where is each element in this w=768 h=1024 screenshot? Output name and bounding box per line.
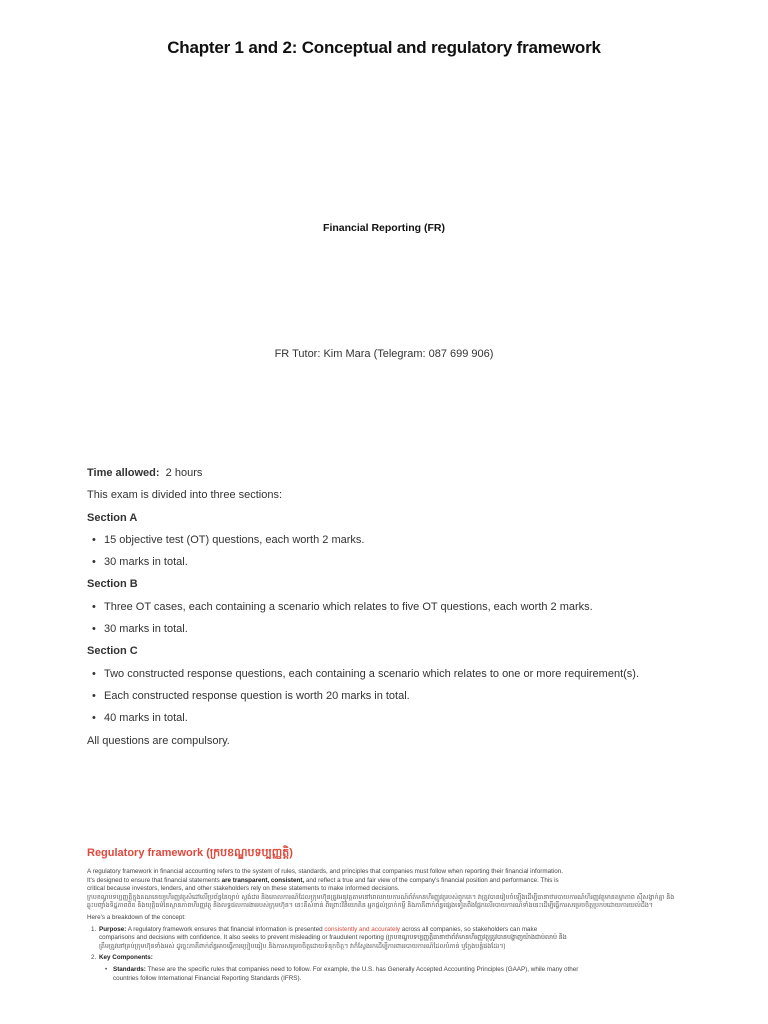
list-item [87,622,707,644]
list-number: 1. [91,925,97,933]
paragraph-line: ត្រឹមត្រូវនៅគ្រប់ក្រុមហ៊ុនទាំងអស់ ដូច្នេះភាគីពាក់ព័ន្ធអាចធ្វើការប្រៀបធៀប និងការសម្រេចចិត្តដោយទំនុកចិត្ត។ វាក៏ស្វែងរកដើម្បីការពាររបាយការណ៍ដែលបំភាន់ ឬក្លែងបន្លំផងដែរ។) [99,942,506,950]
purpose-label: Purpose: [99,925,127,933]
list-item-text: 15 objective test (OT) questions, each worth 2 marks. [104,533,365,546]
standards-label: Standards: [113,965,146,973]
page-title: Chapter 1 and 2: Conceptual and regulatory framework [167,38,601,57]
bullet-icon: • [92,600,96,613]
section-b-heading: Section B [87,578,138,591]
time-allowed-value: 2 hours [165,467,203,479]
highlight-text: consistently and accurately [324,925,401,933]
list-item-text: 30 marks in total. [104,623,188,636]
list-item [87,711,707,733]
list-item-text: Three OT cases, each containing a scenario which relates to five OT questions, each worth 2 marks. [104,600,593,613]
paragraph-line [113,966,679,975]
subject-title: Financial Reporting (FR) [323,222,445,234]
section-c-list [87,667,707,734]
paragraph-line [99,926,679,935]
section-a-heading: Section A [87,511,138,524]
paragraph-text: A regulatory framework ensures that financial information is presented [126,925,325,933]
list-item-text: 40 marks in total. [104,712,188,725]
section-a-list [87,533,707,578]
exam-info [87,466,707,756]
tutor-info: FR Tutor: Kim Mara (Telegram: 087 699 906) [274,348,494,360]
bullet-icon: • [92,712,96,725]
breakdown-intro: Here's a breakdown of the concept: [87,913,186,921]
khmer-paragraph: ក្របខណ្ឌបទប្បញ្ញត្តិក្នុងគណនេយ្យហិរញ្ញវត្ថុសំដៅលើប្រព័ន្ធនៃច្បាប់ ស្តង់ដារ និងគោលការណ៍ដែលក្រុមហ៊ុនត្រូវអនុវត្តតាមនៅពេលរាយការណ៍ព័ត៌មានហិរញ្ញវត្ថុរបស់ពួកគេ។ វាត្រូវបានរៀបចំឡើងដើម្បីធានាថារបាយការណ៍ហិរញ្ញវត្ថុមានតម្លាភាព ស៊ីសង្វាក់គ្នា និងឆ្លុះបញ្ចាំងទិដ្ឋភាពពិត និងយុត្តិធម៌នៃស្ថានភាពហិរញ្ញវត្ថុ និងលទ្ធផលការងាររបស់ក្រុមហ៊ុន។ នេះគឺសំខាន់ ពីព្រោះវិនិយោគិន អ្នកផ្តល់ប្រាក់កម្ចី និងភាគីពាក់ព័ន្ធផ្សេងទៀតពឹងផ្អែកលើរបាយការណ៍ទាំងនេះដើម្បីធ្វើការសម្រេចចិត្តប្រកបដោយការយល់ដឹង។ [87,893,675,910]
time-allowed-separator: : [155,467,160,479]
list-item-text: Two constructed response questions, each containing a scenario which relates to one or more requirement(s). [104,667,640,680]
regulatory-framework-section [87,846,679,983]
time-allowed-label: Time allowed [87,467,156,479]
list-item [87,533,707,555]
bullet-icon: • [92,556,96,569]
list-item-purpose [87,926,679,952]
bullet-icon: • [92,623,96,636]
list-item [87,667,707,689]
section-c-heading: Section C [87,645,138,658]
paragraph-line [87,877,679,886]
list-item-text: Each constructed response question is worth 20 marks in total. [104,689,410,702]
list-item [87,600,707,622]
list-item-key-components [87,954,679,963]
exam-intro: This exam is divided into three sections: [87,489,283,502]
exam-closing: All questions are compulsory. [87,734,230,747]
paragraph-line: comparisons and decisions with confidence. It also seeks to prevent misleading or fraudulent reporting (ក្របខណ្ឌបទប្បញ្ញត្តិធានាថាព័ត៌មានហិរញ្ញវត្ថុត្រូវបានបង្ហាញយ៉ាងជាប់លាប់ និង [99,934,567,942]
paragraph-text: and reflect a true and fair view of the company's financial position and performance. This is [304,876,559,884]
bullet-icon: • [92,689,96,702]
paragraph-text: It's designed to ensure that financial statements [87,876,222,884]
bullet-icon: • [105,965,108,973]
regulatory-paragraph [87,868,679,894]
time-allowed [87,466,707,488]
paragraph-line: critical because investors, lenders, and other stakeholders rely on these statements to make informed decisions. [87,885,400,893]
list-item-text: 30 marks in total. [104,556,188,569]
paragraph-text: across all companies, so stakeholders can make [400,925,538,933]
regulatory-framework-heading: Regulatory framework (ក្របខណ្ឌបទប្បញ្ញត្តិ) [87,847,293,859]
paragraph-line: countries follow International Financial Reporting Standards (IFRS). [113,974,302,982]
list-item [87,555,707,577]
bullet-icon: • [92,667,96,680]
paragraph-line: A regulatory framework in financial accounting refers to the system of rules, standards, and principles that companies must follow when reporting their financial information. [87,868,563,875]
paragraph-text: These are the specific rules that companies need to follow. For example, the U.S. has Generally Accepted Accounting Principles (GAAP), while many other [145,965,579,973]
list-item-standards [87,966,679,983]
list-number: 2. [91,954,97,962]
bullet-icon: • [92,533,96,546]
key-components-label: Key Components: [99,954,153,962]
list-item [87,689,707,711]
paragraph-bold-text: are transparent, consistent, [221,876,305,884]
section-b-list [87,600,707,645]
